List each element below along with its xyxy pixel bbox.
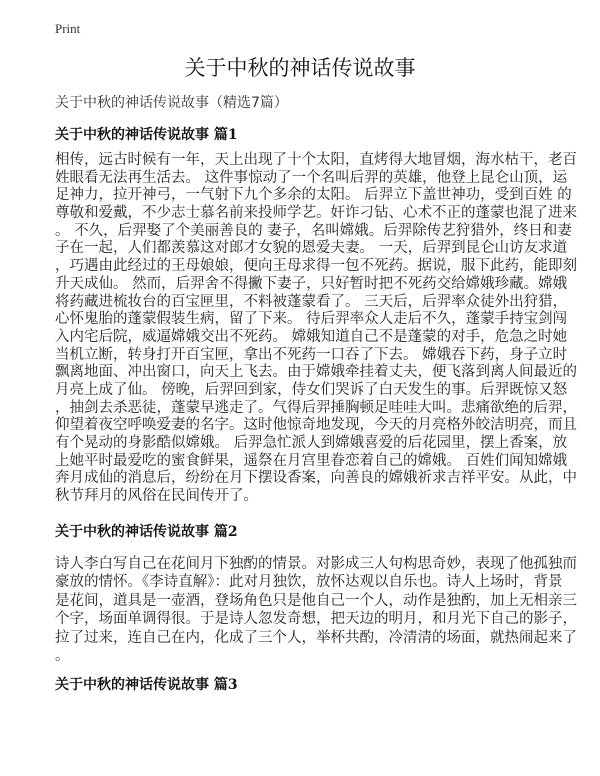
paragraph-line: 。 — [55, 647, 70, 664]
paragraph-line: 足神力，拉开神弓，一气射下九个多余的太阳。 后羿立下盖世神功，受到百姓 的 — [55, 187, 572, 204]
paragraph-line: 诗人李白写自己在花间月下独酌的情景。对影成三人句构思奇妙，表现了他孤独而 — [55, 556, 577, 572]
paragraph-line: 升天成仙。 然而，后羿舍不得撇下妻子，只好暂时把不死药交给嫦娥珍藏。嫦娥 — [55, 275, 568, 292]
paragraph-line: 个字，场面单调得很。于是诗人忽发奇想，把天边的明月，和月光下自己的影子， — [55, 611, 577, 628]
document-subtitle: 关于中秋的神话传说故事（精选7篇） — [55, 95, 288, 111]
document-title: 关于中秋的神话传说故事 — [184, 56, 416, 80]
section-heading-3: 关于中秋的神话传说故事 篇3 — [55, 677, 238, 693]
print-link[interactable]: Print — [55, 21, 81, 36]
paragraph-line: ，巧遇由此经过的王母娘娘，便向王母求得一包不死药。据说，服下此药，能即刻 — [55, 258, 577, 275]
paragraph-line: 当机立断，转身打开百宝匣，拿出不死药一口吞了下去。 嫦娥吞下药，身子立时 — [55, 346, 568, 363]
paragraph-line: 。 不久，后羿娶了个美丽善良的 妻子，名叫嫦娥。后羿除传艺狩猎外，终日和妻 — [55, 222, 572, 239]
paragraph-line: 相传，远古时候有一年，天上出现了十个太阳，直烤得大地冒烟，海水枯干，老百 — [55, 152, 577, 168]
paragraph-line: 有个晃动的身影酷似嫦娥。 后羿急忙派人到嫦娥喜爱的后花园里，摆上香案，放 — [55, 435, 568, 451]
paragraph-line: 子在一起，人们都羡慕这对郎才女貌的恩爱夫妻。 一天，后羿到昆仑山访友求道 — [55, 240, 568, 257]
paragraph-line: 拉了过来，连自己在内，化成了三个人，举杯共酌，冷清清的场面，就热闹起来了 — [55, 629, 577, 646]
paragraph-line: 尊敬和爱戴，不少志士慕名前来投师学艺。奸诈刁钻、心术不正的蓬蒙也混了进来 — [55, 205, 577, 222]
paragraph-line: 心怀鬼胎的蓬蒙假装生病，留了下来。 待后羿率众人走后不久，蓬蒙手持宝剑闯 — [55, 311, 568, 328]
section-heading-1: 关于中秋的神话传说故事 篇1 — [55, 127, 238, 143]
paragraph-line: 秋节拜月的风俗在民间传开了。 — [55, 488, 258, 505]
paragraph-line: 奔月成仙的消息后，纷纷在月下摆设香案，向善良的嫦娥祈求吉祥平安。从此，中 — [55, 470, 577, 487]
paragraph-line: 入内宅后院，威逼嫦娥交出不死药。 嫦娥知道自己不是蓬蒙的对手，危急之时她 — [55, 328, 568, 345]
section-1-paragraph — [55, 152, 577, 506]
paragraph-line: 姓眼看无法再生活去。 这件事惊动了一个名叫后羿的英雄，他登上昆仑山顶，运 — [55, 169, 568, 186]
paragraph-line: 豪放的情怀。《李诗直解》：此对月独饮，放怀达观以自乐也。诗人上场时，背景 — [55, 574, 563, 591]
paragraph-line: 仰望着夜空呼唤爱妻的名字。这时他惊奇地发现，今天的月亮格外皎洁明亮，而且 — [55, 417, 577, 434]
paragraph-line: 月亮上成了仙。 傍晚，后羿回到家，侍女们哭诉了白天发生的事。后羿既惊又怒 — [55, 381, 568, 398]
section-heading-2: 关于中秋的神话传说故事 篇2 — [55, 524, 238, 540]
section-2-paragraph — [55, 555, 577, 665]
paragraph-line: ，抽剑去杀恶徒，蓬蒙早逃走了。气得后羿捶胸顿足哇哇大叫。悲痛欲绝的后羿， — [55, 399, 577, 416]
paragraph-line: 是花间，道具是一壶酒，登场角色只是他自己一个人，动作是独酌，加上无相亲三 — [55, 592, 577, 609]
paragraph-line: 飘离地面、冲出窗口，向天上飞去。由于嫦娥牵挂着丈夫，便飞落到离人间最近的 — [55, 364, 577, 381]
paragraph-line: 将药藏进梳妆台的百宝匣里，不料被蓬蒙看了。 三天后，后羿率众徒外出狩猎， — [55, 293, 568, 310]
paragraph-line: 上她平时最爱吃的蜜食鲜果，遥祭在月宫里眷恋着自己的嫦娥。 百姓们闻知嫦娥 — [55, 452, 568, 469]
